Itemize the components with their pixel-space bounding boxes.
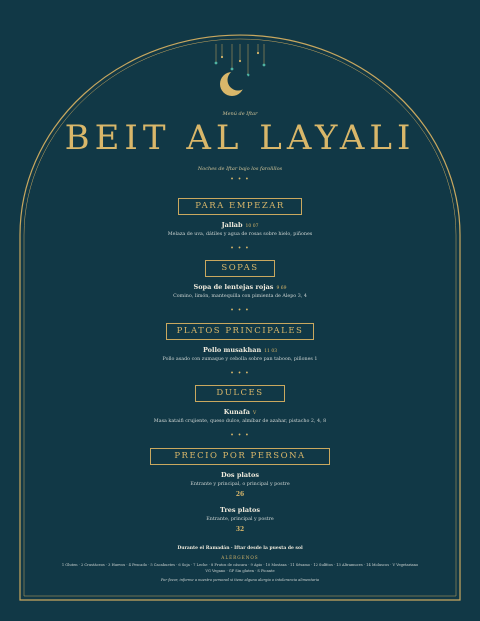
price-option-two-value: 26 — [235, 491, 245, 498]
divider-dots: • • • — [230, 307, 250, 314]
item-name-soups — [0, 283, 480, 291]
item-title: Jallab — [221, 221, 243, 229]
item-title: Pollo musakhan — [202, 346, 262, 354]
allergens-title: ALÉRGENOS — [221, 555, 259, 560]
divider-dots: • • • — [230, 432, 250, 439]
item-title: Kunafa — [223, 408, 250, 416]
price-option-three-value: 32 — [235, 526, 245, 533]
item-name-start — [0, 221, 480, 229]
crescent-moon-icon — [220, 70, 249, 97]
section-title-start: PARA EMPEZAR — [178, 198, 302, 215]
divider-dots: • • • — [230, 370, 250, 377]
restaurant-name: BEIT AL LAYALI — [64, 118, 416, 158]
allergy-disclaimer: Por favor, informe a nuestro personal si tiene alguna alergia o intolerancia alimentaria — [160, 578, 320, 582]
price-option-three-courses: Tres platos — [219, 506, 261, 514]
item-name-mains — [0, 346, 480, 354]
divider-dots: • • • — [230, 176, 250, 183]
hanging-stars-decoration — [216, 44, 264, 74]
section-title-desserts: DULCES — [195, 385, 285, 402]
item-desc-mains: Pollo asado con zumaque y cebolla sobre pan taboon, piñones 1 — [162, 357, 318, 362]
section-title-soups: SOPAS — [205, 260, 275, 277]
menu-subtitle: Menú de Iftar — [222, 111, 258, 117]
ramadan-note: Durante el Ramadán · Iftar desde la puesta de sol — [177, 546, 303, 551]
item-desc-soups: Comino, limón, mantequilla con pimienta de Alepo 3, 4 — [173, 294, 307, 299]
item-name-desserts — [0, 408, 480, 416]
section-title-price: PRECIO POR PERSONA — [150, 448, 330, 465]
allergens-list — [40, 562, 440, 574]
allergens-line-2: VG Vegano · GF Sin gluten · S Picante — [205, 569, 275, 573]
section-title-mains: PLATOS PRINCIPALES — [166, 323, 314, 340]
tagline: Noches de Iftar bajo los farolillos — [197, 166, 283, 172]
item-price: V — [252, 411, 257, 416]
divider-dots: • • • — [230, 245, 250, 252]
price-option-two-courses: Dos platos — [220, 471, 260, 479]
price-option-two-desc: Entrante y principal, o principal y postre — [190, 482, 290, 487]
item-price: 10 07 — [245, 224, 259, 229]
allergens-line-1: 1 Gluten · 2 Crustáceos · 3 Huevos · 4 Pescado · 5 Cacahuetes · 6 Soja · 7 Leche · 8 Frutos de cáscara · 9 Apio · 10 Mostaza · 11 Sésamo · 12 Sulfitos · 13 Altramuces · 14 Moluscos · V Vegetariano — [61, 563, 419, 567]
item-desc-start: Melaza de uva, dátiles y agua de rosas sobre hielo, piñones — [167, 232, 313, 237]
item-price: 11 03 — [264, 349, 278, 354]
item-title: Sopa de lentejas rojas — [193, 283, 274, 291]
price-option-three-desc: Entrante, principal y postre — [206, 517, 274, 522]
item-desc-desserts: Masa kataifi crujiente, queso dulce, almíbar de azahar, pistacho 2, 4, 8 — [153, 419, 327, 424]
item-price: 9 69 — [276, 286, 287, 291]
